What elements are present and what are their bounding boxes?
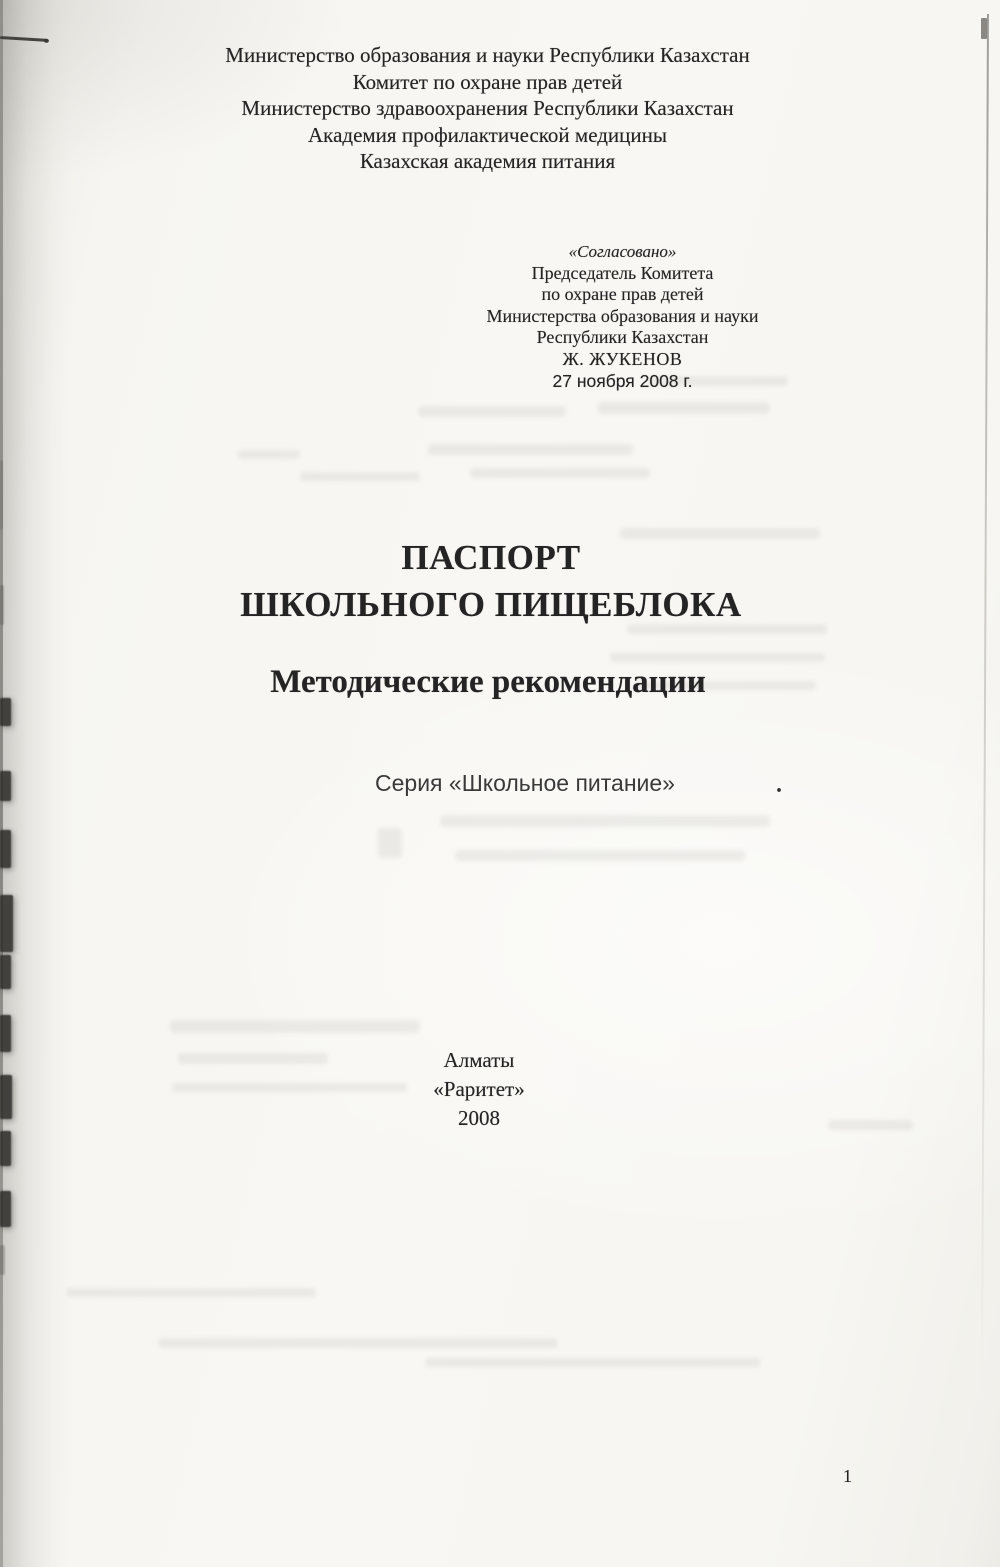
bleed-through-smudge — [378, 828, 402, 858]
binding-hole — [0, 771, 11, 801]
imprint-year: 2008 — [458, 1106, 500, 1130]
org-line: Министерство образования и науки Республики Казахстан — [225, 43, 750, 67]
binding-hole — [0, 955, 11, 989]
page-edge-line — [981, 14, 989, 1374]
document-subtitle: Методические рекомендации — [270, 664, 706, 700]
approval-date: 27 ноября 2008 г. — [552, 370, 693, 391]
corner-mark — [981, 18, 987, 39]
approval-label: «Согласовано» — [568, 242, 677, 261]
approval-line: по охране прав детей — [541, 284, 704, 305]
binding-mark — [0, 1245, 5, 1275]
binding-hole — [0, 698, 11, 726]
bleed-through-smudge — [470, 468, 650, 478]
org-line: Академия профилактической медицины — [308, 122, 667, 147]
bleed-through-smudge — [170, 1020, 420, 1033]
bleed-through-smudge — [455, 850, 745, 861]
bleed-through-smudge — [418, 406, 566, 417]
bleed-through-smudge — [66, 1288, 316, 1297]
approval-line: Министерства образования и науки — [486, 305, 759, 326]
bleed-through-smudge — [598, 402, 770, 414]
issuing-organizations — [0, 42, 975, 175]
approval-line: Республики Казахстан — [536, 327, 709, 348]
binding-hole — [0, 1131, 11, 1166]
bleed-through-smudge — [440, 815, 770, 827]
bleed-through-smudge — [428, 444, 633, 455]
stray-dot-mark: . — [776, 772, 782, 798]
document-title — [0, 534, 982, 628]
approval-line: Председатель Комитета — [531, 262, 714, 283]
bleed-through-smudge — [238, 450, 300, 459]
page-number: 1 — [843, 1466, 852, 1486]
org-line: Комитет по охране прав детей — [352, 69, 623, 94]
bleed-through-smudge — [300, 472, 420, 481]
bleed-through-smudge — [610, 653, 825, 662]
org-line: Казахская академия питания — [359, 149, 616, 173]
imprint-publisher: «Раритет» — [433, 1077, 525, 1101]
org-line: Министерство здравоохранения Республики Казахстан — [241, 96, 734, 120]
binding-hole — [0, 895, 13, 952]
imprint-block — [0, 1046, 958, 1133]
bleed-through-smudge — [425, 1358, 760, 1367]
binding-hole — [0, 830, 11, 868]
approval-block — [420, 241, 825, 392]
title-line-2: ШКОЛЬНОГО ПИЩЕБЛОКА — [240, 585, 742, 624]
bleed-through-smudge — [158, 1338, 558, 1348]
approval-signer: Ж. ЖУКЕНОВ — [562, 348, 683, 369]
binding-mark — [0, 460, 3, 530]
series-line: Серия «Школьное питание» — [375, 770, 675, 796]
imprint-city: Алматы — [443, 1048, 515, 1072]
title-line-1: ПАСПОРТ — [401, 538, 581, 577]
pen-mark — [0, 36, 47, 41]
binding-hole — [0, 1191, 11, 1227]
